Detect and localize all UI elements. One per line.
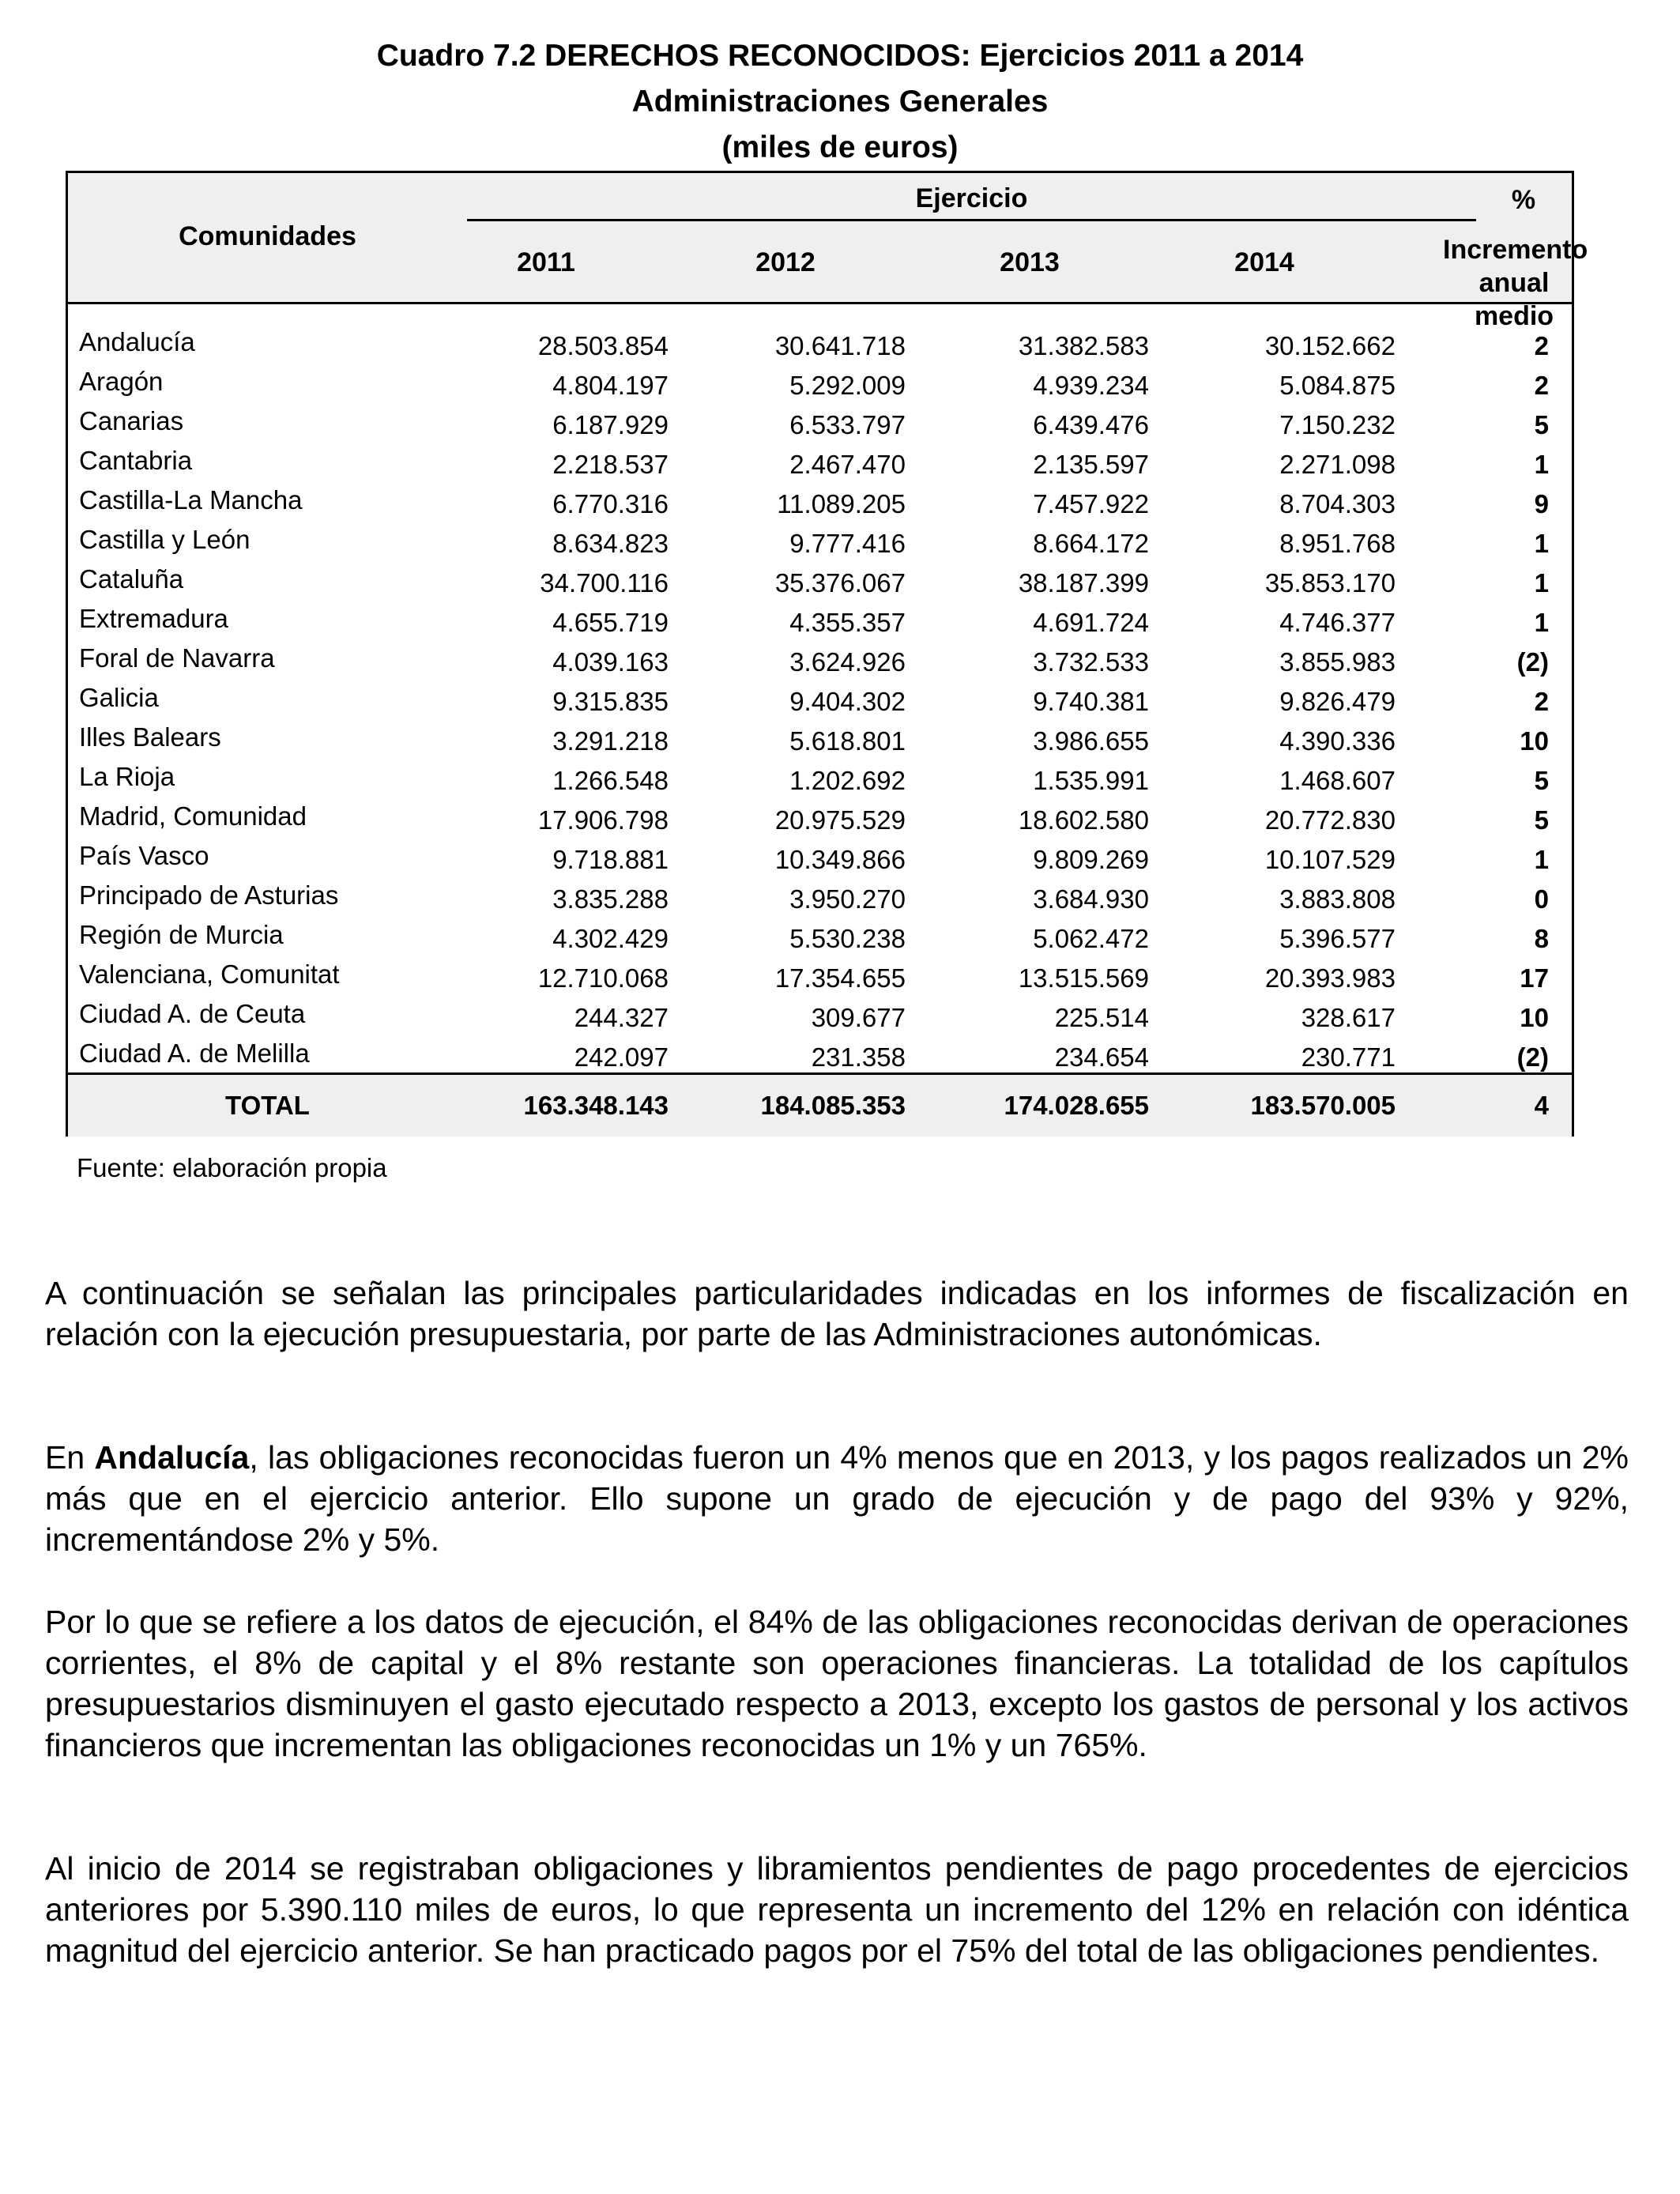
row-value-2013: 9.740.381 xyxy=(1033,687,1149,716)
row-increment: 1 xyxy=(1534,845,1549,874)
row-value-2013: 18.602.580 xyxy=(1018,805,1149,835)
row-value-2012: 17.354.655 xyxy=(774,963,906,993)
row-value-2014: 4.746.377 xyxy=(1279,608,1396,637)
row-name: Principado de Asturias xyxy=(79,880,339,910)
row-name: Foral de Navarra xyxy=(79,643,275,673)
row-increment: 5 xyxy=(1534,410,1549,439)
row-value-2012: 9.404.302 xyxy=(789,687,906,716)
row-name: Extremadura xyxy=(79,604,228,633)
row-value-2011: 17.906.798 xyxy=(537,805,669,835)
table-row xyxy=(68,839,1572,878)
row-name: País Vasco xyxy=(79,841,209,870)
table-row xyxy=(68,720,1572,760)
row-value-2014: 2.271.098 xyxy=(1279,450,1396,479)
row-value-2011: 4.804.197 xyxy=(552,371,669,400)
table-body xyxy=(68,325,1572,1076)
total-value-2012: 184.085.353 xyxy=(760,1091,906,1120)
row-value-2014: 8.704.303 xyxy=(1279,489,1396,518)
row-value-2011: 2.218.537 xyxy=(552,450,669,479)
row-value-2013: 6.439.476 xyxy=(1033,410,1149,439)
row-value-2013: 4.691.724 xyxy=(1033,608,1149,637)
table-row xyxy=(68,325,1572,364)
source-note: Fuente: elaboración propia xyxy=(77,1153,387,1182)
row-value-2013: 234.654 xyxy=(1054,1042,1149,1072)
row-value-2014: 8.951.768 xyxy=(1279,529,1396,558)
row-name: Región de Murcia xyxy=(79,920,284,949)
row-value-2013: 8.664.172 xyxy=(1033,529,1149,558)
total-value-2011: 163.348.143 xyxy=(523,1091,669,1120)
row-value-2011: 8.634.823 xyxy=(552,529,669,558)
row-value-2014: 3.883.808 xyxy=(1279,884,1396,914)
row-value-2012: 309.677 xyxy=(811,1003,906,1032)
paragraph-2-region: Andalucía xyxy=(94,1439,250,1476)
row-value-2014: 5.396.577 xyxy=(1279,924,1396,953)
paragraph-2 xyxy=(45,1437,1629,1560)
row-name: Ciudad A. de Ceuta xyxy=(79,999,306,1028)
total-increment: 4 xyxy=(1534,1091,1549,1120)
row-value-2013: 2.135.597 xyxy=(1033,450,1149,479)
row-increment: (2) xyxy=(1516,647,1549,677)
row-increment: 0 xyxy=(1534,884,1549,914)
row-value-2014: 1.468.607 xyxy=(1279,766,1396,795)
row-value-2011: 6.187.929 xyxy=(552,410,669,439)
paragraph-3: Por lo que se refiere a los datos de ejecución, el 84% de las obligaciones reconocidas derivan de operaciones corrientes, el 8% de capital y el 8% restante son operaciones financieras. La totalidad de los capítulos presupuestarios disminuyen el gasto ejecutado respecto a 2013, excepto los gastos de personal y los activos financieros que incrementan las obligaciones reconocidas un 1% y un 765%. xyxy=(45,1604,1629,1763)
row-value-2012: 3.624.926 xyxy=(789,647,906,677)
row-value-2013: 31.382.583 xyxy=(1018,331,1149,360)
row-increment: 10 xyxy=(1520,1003,1549,1032)
row-increment: 8 xyxy=(1534,924,1549,953)
row-name: Cantabria xyxy=(79,446,193,475)
row-value-2011: 4.302.429 xyxy=(552,924,669,953)
table-row xyxy=(68,997,1572,1036)
rights-table xyxy=(66,171,1588,1137)
row-value-2014: 35.853.170 xyxy=(1264,568,1396,598)
table-row xyxy=(68,878,1572,918)
row-increment: 2 xyxy=(1534,687,1549,716)
row-value-2011: 3.835.288 xyxy=(552,884,669,914)
row-value-2013: 3.732.533 xyxy=(1033,647,1149,677)
row-value-2011: 9.718.881 xyxy=(552,845,669,874)
table-row xyxy=(68,957,1572,997)
row-value-2011: 1.266.548 xyxy=(552,766,669,795)
row-increment: 10 xyxy=(1520,726,1549,756)
row-name: Illes Balears xyxy=(79,722,221,752)
table-row xyxy=(68,760,1572,799)
table-row xyxy=(68,680,1572,720)
row-value-2014: 10.107.529 xyxy=(1264,845,1396,874)
row-value-2011: 3.291.218 xyxy=(552,726,669,756)
row-value-2012: 10.349.866 xyxy=(774,845,906,874)
row-value-2012: 30.641.718 xyxy=(774,331,906,360)
total-row xyxy=(68,1075,1572,1137)
row-value-2012: 5.618.801 xyxy=(789,726,906,756)
paragraph-4: Al inicio de 2014 se registraban obligaciones y libramientos pendientes de pago procedentes de ejercicios anteriores por 5.390.110 miles de euros, lo que representa un incremento del 12% en relación con idéntica magnitud del ejercicio anterior. Se han practicado pagos por el 75% del total de las obligaciones pendientes. xyxy=(45,1850,1629,1969)
table-title xyxy=(0,33,1680,171)
row-value-2014: 5.084.875 xyxy=(1279,371,1396,400)
row-value-2014: 230.771 xyxy=(1301,1042,1396,1072)
table-row xyxy=(68,364,1572,404)
row-increment: 1 xyxy=(1534,568,1549,598)
row-value-2014: 7.150.232 xyxy=(1279,410,1396,439)
paragraph-2-prefix: En xyxy=(45,1439,95,1476)
header-year-2011: 2011 xyxy=(517,247,575,277)
row-value-2011: 34.700.116 xyxy=(540,568,669,598)
row-value-2012: 11.089.205 xyxy=(777,489,906,518)
header-year-2014: 2014 xyxy=(1234,247,1294,277)
row-value-2014: 30.152.662 xyxy=(1264,331,1396,360)
table-row xyxy=(68,641,1572,680)
row-increment: 2 xyxy=(1534,331,1549,360)
row-value-2011: 12.710.068 xyxy=(537,963,669,993)
header-increment-line-2: anual medio xyxy=(1474,268,1554,331)
row-name: Madrid, Comunidad xyxy=(79,801,307,831)
header-increment xyxy=(1443,233,1588,333)
row-value-2012: 231.358 xyxy=(811,1042,906,1072)
row-value-2012: 5.530.238 xyxy=(789,924,906,953)
row-value-2012: 20.975.529 xyxy=(774,805,906,835)
row-value-2012: 5.292.009 xyxy=(789,371,906,400)
table-title-line-1: Cuadro 7.2 DERECHOS RECONOCIDOS: Ejercicios 2011 a 2014 xyxy=(376,39,1304,73)
row-value-2012: 35.376.067 xyxy=(774,568,906,598)
row-value-2012: 9.777.416 xyxy=(789,529,906,558)
row-value-2014: 4.390.336 xyxy=(1279,726,1396,756)
paragraph-1: A continuación se señalan las principales particularidades indicadas en los informes de fiscalización en relación con la ejecución presupuestaria, por parte de las Administraciones autonómicas. xyxy=(45,1275,1629,1352)
row-value-2013: 9.809.269 xyxy=(1033,845,1149,874)
row-increment: 5 xyxy=(1534,766,1549,795)
row-value-2013: 38.187.399 xyxy=(1018,568,1149,598)
row-value-2011: 4.655.719 xyxy=(552,608,669,637)
row-value-2012: 6.533.797 xyxy=(789,410,906,439)
row-increment: 1 xyxy=(1534,608,1549,637)
row-value-2013: 3.986.655 xyxy=(1033,726,1149,756)
row-value-2013: 225.514 xyxy=(1054,1003,1149,1032)
header-year-2012: 2012 xyxy=(755,247,816,277)
row-value-2011: 6.770.316 xyxy=(552,489,669,518)
header-percent: % xyxy=(1511,185,1536,215)
table-row xyxy=(68,562,1572,601)
row-increment: 2 xyxy=(1534,371,1549,400)
table-row xyxy=(68,601,1572,641)
header-comunidades: Comunidades xyxy=(179,221,356,251)
row-value-2013: 13.515.569 xyxy=(1018,963,1149,993)
row-value-2014: 9.826.479 xyxy=(1279,687,1396,716)
row-name: Ciudad A. de Melilla xyxy=(79,1039,310,1068)
row-increment: 1 xyxy=(1534,529,1549,558)
row-name: Canarias xyxy=(79,406,184,435)
row-value-2011: 4.039.163 xyxy=(552,647,669,677)
header-increment-line-1: Incremento xyxy=(1443,235,1588,265)
row-value-2011: 244.327 xyxy=(574,1003,669,1032)
row-increment: 9 xyxy=(1534,489,1549,518)
row-increment: 1 xyxy=(1534,450,1549,479)
table-row xyxy=(68,483,1572,522)
row-value-2013: 5.062.472 xyxy=(1033,924,1149,953)
header-bottom-rule xyxy=(68,302,1572,304)
table-row xyxy=(68,799,1572,839)
row-value-2014: 20.772.830 xyxy=(1264,805,1396,835)
row-value-2013: 7.457.922 xyxy=(1033,489,1149,518)
row-name: Castilla-La Mancha xyxy=(79,485,303,515)
row-increment: 17 xyxy=(1520,963,1549,993)
header-year-2013: 2013 xyxy=(1000,247,1060,277)
table-row xyxy=(68,1036,1572,1076)
row-value-2012: 4.355.357 xyxy=(789,608,906,637)
ejercicio-divider xyxy=(467,219,1476,221)
row-increment: 5 xyxy=(1534,805,1549,835)
row-value-2011: 28.503.854 xyxy=(537,331,669,360)
header-ejercicio: Ejercicio xyxy=(915,183,1028,213)
row-value-2012: 3.950.270 xyxy=(789,884,906,914)
table-row xyxy=(68,918,1572,957)
paragraph-2-rest: , las obligaciones reconocidas fueron un 4% menos que en 2013, y los pagos realizados un 2% más que en el ejercicio anterior. Ello supone un grado de ejecución y de pago del 93% y 92%, incrementándose 2% y 5%. xyxy=(45,1439,1629,1558)
total-label: TOTAL xyxy=(225,1091,310,1120)
row-value-2014: 328.617 xyxy=(1301,1003,1396,1032)
table-row xyxy=(68,404,1572,443)
row-value-2011: 242.097 xyxy=(574,1042,669,1072)
row-name: Valenciana, Comunitat xyxy=(79,959,340,989)
row-name: Cataluña xyxy=(79,564,184,594)
row-value-2013: 3.684.930 xyxy=(1033,884,1149,914)
row-name: Castilla y León xyxy=(79,525,250,554)
row-value-2011: 9.315.835 xyxy=(552,687,669,716)
row-name: Aragón xyxy=(79,367,164,396)
table-row xyxy=(68,522,1572,562)
row-value-2014: 3.855.983 xyxy=(1279,647,1396,677)
row-value-2013: 1.535.991 xyxy=(1033,766,1149,795)
row-value-2012: 2.467.470 xyxy=(789,450,906,479)
total-value-2014: 183.570.005 xyxy=(1250,1091,1396,1120)
table-title-line-3: (miles de euros) xyxy=(721,130,959,164)
row-value-2013: 4.939.234 xyxy=(1033,371,1149,400)
row-increment: (2) xyxy=(1516,1042,1549,1072)
row-name: La Rioja xyxy=(79,762,175,791)
row-name: Andalucía xyxy=(79,327,195,356)
row-name: Galicia xyxy=(79,683,159,712)
table-title-line-2: Administraciones Generales xyxy=(631,85,1049,119)
row-value-2012: 1.202.692 xyxy=(789,766,906,795)
table-row xyxy=(68,443,1572,483)
total-value-2013: 174.028.655 xyxy=(1004,1091,1149,1120)
row-value-2014: 20.393.983 xyxy=(1264,963,1396,993)
